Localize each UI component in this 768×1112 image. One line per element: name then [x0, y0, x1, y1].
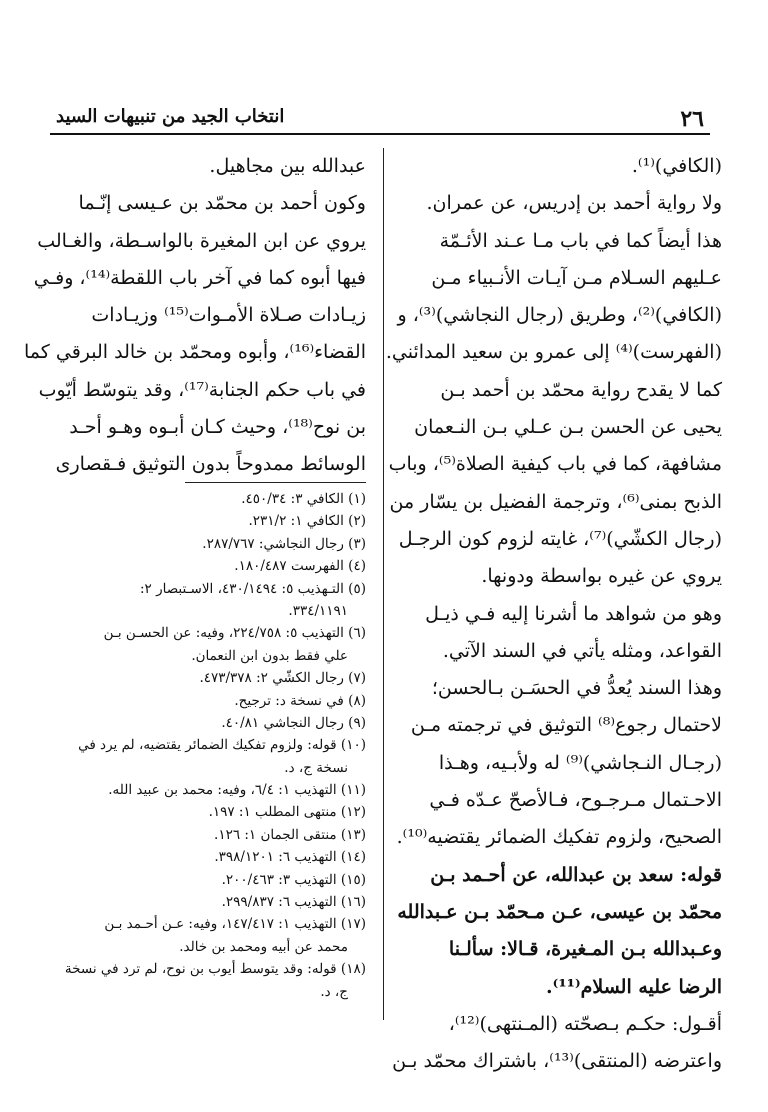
column-divider [383, 148, 384, 1020]
footnote: (٣) رجال النجاشي: ٢٨٧/٧٦٧. [202, 535, 366, 552]
text-line: وهذا السند يُعدُّ في الحسَـن بـالحسن؛ [431, 677, 722, 700]
footnote: (٤) الفهرست ١٨٠/٤٨٧. [234, 558, 366, 575]
text-line: (رجال الكشّي)⁽⁷⁾، غايته لزوم كون الرجـل [398, 527, 722, 550]
running-title: انتخاب الجيد من تنبيهات السيد [56, 106, 285, 127]
text-line: (رجـال النـجاشي)⁽⁹⁾ له ولأبـيه، وهـذا [438, 751, 722, 774]
footnotes [60, 488, 366, 1003]
header-rule [50, 133, 710, 135]
text-line: ولا رواية أحمد بن إدريس، عن عمران. [426, 192, 722, 215]
text-line: (الفهرست)⁽⁴⁾ إلى عمرو بن سعيد المدائني. [385, 341, 722, 364]
text-line: الصحيح، ولزوم تفكيك الضمائر يقتضيه⁽¹⁰⁾. [396, 826, 722, 849]
quoted-chain-line: قوله: سعد بن عبدالله، عن أحـمد بـن [430, 863, 722, 886]
text-line: الذبح بمنى⁽⁶⁾، وترجمة الفضيل بن يسّار من [389, 490, 722, 513]
text-line: عـليهم السـلام مـن آيـات الأنـبياء مـن [431, 266, 722, 289]
text-line: بن نوح⁽¹⁸⁾، وحيث كـان أبـوه وهـو أحـد [69, 416, 366, 439]
text-line: وكون أحمد بن محمّد بن عـيسى إنّـما [78, 192, 366, 215]
footnote: (٧) رجال الكشّي ٢: ٤٧٣/٣٧٨. [199, 670, 366, 687]
text-line: (الكافي)⁽²⁾، وطريق (رجال النجاشي)⁽³⁾، و [397, 304, 722, 327]
text-line: وهو من شواهد ما أشرنا إليه فـي ذيـل [425, 602, 722, 625]
footnote: (١٤) التهذيب ٦: ٣٩٨/١٢٠١. [214, 849, 366, 866]
text-line: لاحتمال رجوع⁽⁸⁾ التوثيق في ترجمته مـن [410, 714, 722, 737]
quoted-chain-line: محمّد بن عيسى، عـن مـحمّد بـن عـبدالله [397, 900, 722, 923]
footnote: (١٨) قوله: وقد يتوسط أيوب بن نوح، لم ترد في نسخة [64, 961, 366, 978]
page-header [50, 100, 710, 132]
footnote: (٥) التـهذيب ٥: ٤٣٠/١٤٩٤، الاسـتبصار ٢: [139, 580, 366, 597]
footnote: (٨) في نسخة د: ترجيح. [234, 692, 366, 709]
footnote: (١٢) منتهى المطلب ١: ١٩٧. [208, 804, 366, 821]
footnote-continuation: ٣٣٤/١١٩١. [288, 602, 348, 619]
text-line: عبدالله بين مجاهيل. [209, 155, 366, 177]
text-line: (الكافي)⁽¹⁾. [631, 155, 722, 177]
footnote-continuation: محمد عن أبيه ومحمد بن خالد. [179, 938, 348, 955]
footnote-continuation: علي فقط بدون ابن النعمان. [191, 647, 348, 664]
footnote: (١٦) التهذيب ٦: ٢٩٩/٨٣٧. [221, 894, 366, 911]
footnote: (١٧) التهذيب ١: ١٤٧/٤١٧، وفيه: عـن أحـمد بـن [104, 916, 366, 933]
text-line: هذا أيضاً كما في باب مـا عـند الأئـمّة [439, 229, 722, 252]
footnote: (٦) التهذيب ٥: ٢٢٤/٧٥٨، وفيه: عن الحسـن بـن [103, 625, 366, 642]
text-line: في باب حكم الجنابة⁽¹⁷⁾، وقد يتوسّط أيّوب [38, 378, 366, 401]
footnote-rule [185, 482, 366, 483]
text-line: يروي عن غيره بواسطة ودونها. [481, 565, 722, 588]
text-line: يحيى عن الحسن بـن عـلي بـن النـعمان [414, 416, 722, 439]
text-line: يروي عن ابن المغيرة بالواسـطة، والغـالب [37, 229, 366, 252]
text-line: القضاء⁽¹⁶⁾، وأبوه ومحمّد بن خالد البرقي كما [24, 341, 366, 364]
text-line: الوسائط ممدوحاً بدون التوثيق فـقصارى [55, 453, 366, 476]
quoted-chain-line: وعـبدالله بـن المـغيرة، قـالا: سألـنا [448, 938, 722, 961]
text-line: واعترضه (المنتقى)⁽¹³⁾، باشتراك محمّد بـن [392, 1050, 722, 1073]
text-line: مشافهة، كما في باب كيفية الصلاة⁽⁵⁾، وباب [388, 453, 722, 476]
footnote-continuation: نسخة ج، د. [284, 759, 348, 776]
footnote: (١٥) التهذيب ٣: ٢٠٠/٤٦٣. [221, 871, 366, 888]
page-number: ٢٦ [680, 106, 704, 132]
footnote: (٩) رجال النجاشي ٤٠/٨١. [221, 714, 366, 731]
footnote: (١٣) منتقى الجمان ١: ١٢٦. [214, 826, 366, 843]
text-line: كما لا يقدح رواية محمّد بن أحمد بـن [440, 378, 722, 401]
text-line: القواعد، ومثله يأتي في السند الآتي. [442, 639, 722, 662]
text-line: فيها أبوه كما في آخر باب اللقطة⁽¹⁴⁾، وفـي [33, 266, 366, 289]
footnote: (١٠) قوله: ولزوم تفكيك الضمائر يقتضيه، لم يرد في [78, 737, 366, 754]
footnote: (٢) الكافي ١: ٢٣١/٢. [248, 513, 366, 530]
left-column [24, 148, 366, 484]
text-line: زيـادات صـلاة الأمـوات⁽¹⁵⁾ وزيـادات [91, 304, 366, 327]
footnote: (١١) التهذيب ١: ٦/٤، وفيه: محمد بن عبيد الله. [108, 782, 366, 799]
footnote: (١) الكافي ٣: ٤٥٠/٣٤. [241, 491, 366, 507]
quoted-chain-line: الرضا عليه السلام⁽¹¹⁾. [546, 975, 722, 998]
footnote-continuation: ج، د. [320, 983, 348, 1000]
text-line: الاحـتمال مـرجـوح، فـالأصحّ عـدّه فـي [429, 789, 722, 812]
text-line: أقـول: حكـم بـصحّته (المـنتهى)⁽¹²⁾، [448, 1012, 722, 1035]
right-column [385, 148, 722, 1080]
